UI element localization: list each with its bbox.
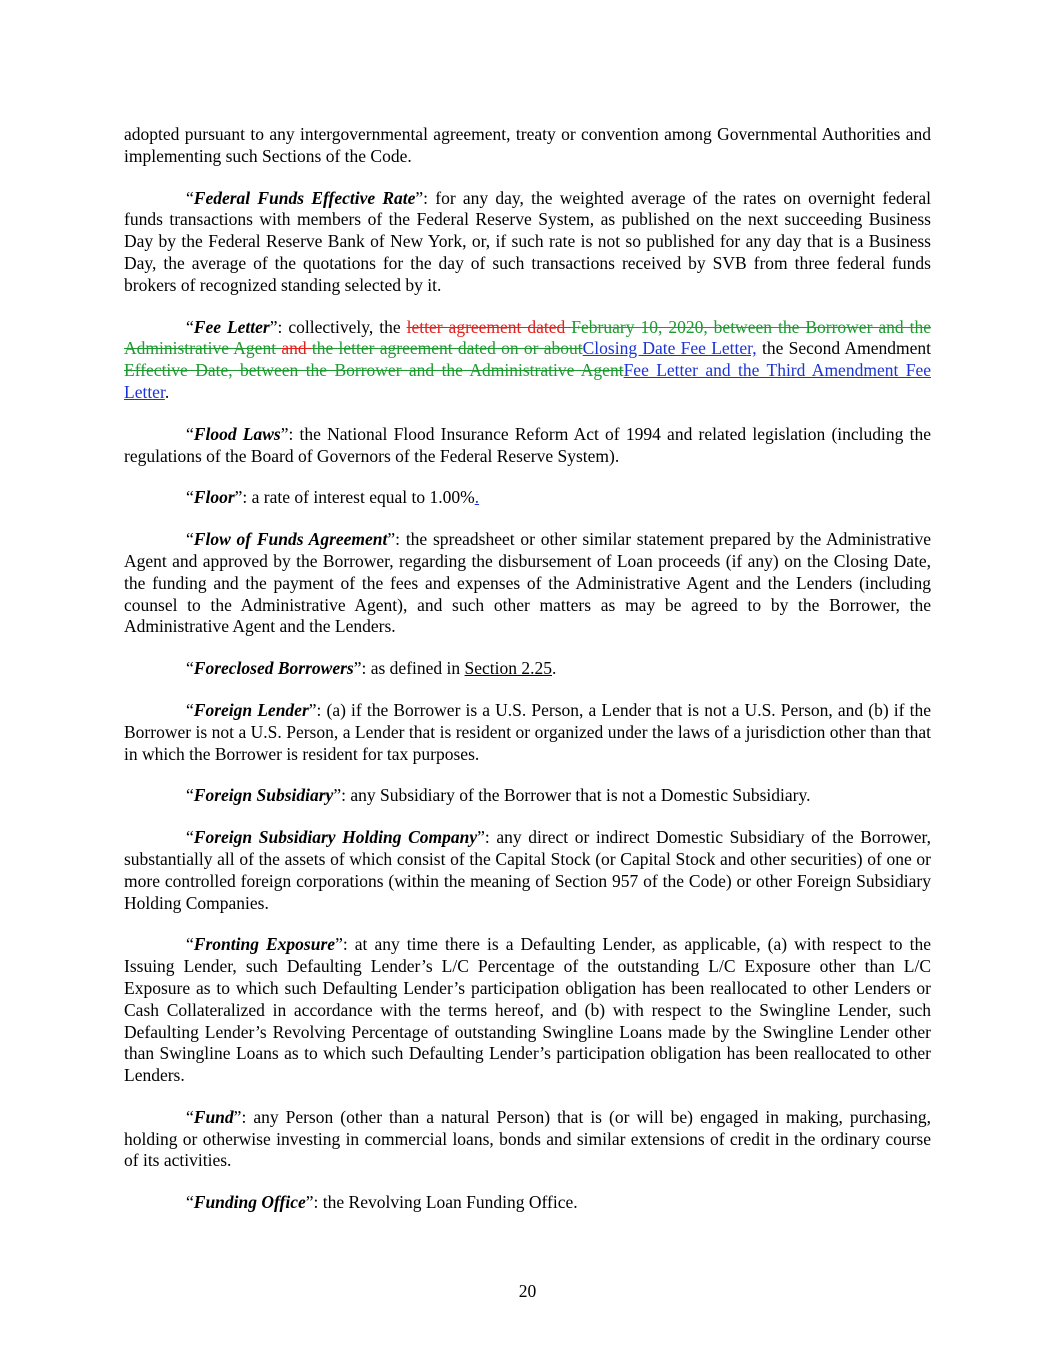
definition-fee-letter: “Fee Letter”: collectively, the letter agreement dated February 10, 2020, between the Borrower and the Administrative Agent and the letter agreement dated on or aboutClosing Date Fee Letter, the Second Amendment Effective Date, between the Borrower and the Administrative AgentFee Letter and the Third Amendment Fee Letter.	[124, 316, 932, 402]
defined-term: Fund	[193, 1106, 234, 1127]
definition-fronting-exposure: “Fronting Exposure”: at any time there is a Defaulting Lender, as applicable, (a) with respect to the Issuing Lender, such Defaulting Lender’s L/C Percentage of the outstanding L/C Exposure other than L/C Exposure as to which such Defaulting Lender’s participation obligation has been reallocated to other Lenders or Cash Collateralized in accordance with the terms hereof, and (b) with respect to the Swingline Lender, such Defaulting Lender’s Revolving Percentage of outstanding Swingline Loans made by the Swingline Lender other than Swingline Loans as to which such Defaulting Lender’s participation obligation has been reallocated to other Lenders.	[124, 934, 931, 1086]
defined-term: Foreign Subsidiary	[193, 785, 334, 806]
defined-term: Funding Office	[193, 1192, 306, 1213]
defined-term: Flow of Funds Agreement	[193, 529, 388, 550]
definition-foreign-lender: “Foreign Lender”: (a) if the Borrower is a U.S. Person, a Lender that is not a U.S. Person, and (b) if the Borrower is not a U.S. Person, a Lender that is resident or organized under the laws of a jurisdiction other than that in which the Borrower is resident for tax purposes.	[124, 699, 931, 764]
deleted-text: letter agreement dated	[406, 316, 572, 337]
definition-flood-laws: “Flood Laws”: the National Flood Insurance Reform Act of 1994 and related legislation (including the regulations of the Board of Governors of the Federal Reserve System).	[124, 423, 931, 466]
defined-term: Foreclosed Borrowers	[193, 658, 354, 679]
definition-foreign-subsidiary-holding-company: “Foreign Subsidiary Holding Company”: any direct or indirect Domestic Subsidiary of the Borrower, substantially all of the assets of which consist of the Capital Stock (or Capital Stock and other securities) of one or more controlled foreign corporations (within the meaning of Section 957 of the Code) or other Foreign Subsidiary Holding Companies.	[124, 827, 931, 913]
definition-body: the Revolving Loan Funding Office.	[322, 1192, 578, 1213]
defined-term: Federal Funds Effective Rate	[193, 187, 416, 208]
definition-floor: “Floor”: a rate of interest equal to 1.00%.	[186, 487, 480, 508]
definition-foreign-subsidiary: “Foreign Subsidiary”: any Subsidiary of the Borrower that is not a Domestic Subsidiary.	[186, 785, 811, 806]
definition-foreclosed-borrowers: “Foreclosed Borrowers”: as defined in Section 2.25.	[186, 658, 557, 679]
deleted-text: the letter agreement dated on or about	[311, 338, 583, 359]
definition-body: at any time there is a Defaulting Lender, as applicable, (a) with respect to the Issuing Lender, such Defaulting Lender’s L/C Percentage of the outstanding L/C Exposure other than L/C Exposure as to which such Defaulting Lender’s participation obligation has been reallocated to other Lenders or Cash Collateralized in accordance with the terms hereof, and (b) with respect to the Swingline Lender, such Defaulting Lender’s Revolving Percentage of outstanding Swingline Loans made by the Swingline Lender other than Swingline Loans as to which such Defaulting Lender’s participation obligation has been reallocated to other Lenders.	[124, 934, 931, 1086]
defined-term: Foreign Subsidiary Holding Company	[193, 827, 478, 848]
intro-paragraph	[124, 124, 931, 168]
inserted-text: r	[159, 381, 165, 402]
defined-term: Fee Letter	[193, 316, 270, 337]
defined-term: Flood Laws	[193, 423, 281, 444]
definition-body: the National Flood Insurance Reform Act of 1994 and related legislation (including the regulations of the Board of Governors of the Federal Reserve System).	[124, 423, 931, 466]
inserted-text: Closing Date Fee Letter,	[582, 338, 757, 359]
defined-term: Floor	[193, 487, 235, 508]
definition-body: a rate of interest equal to 1.00%	[251, 487, 475, 508]
deleted-text: and	[281, 338, 312, 359]
deleted-text: February 10, 2020, between the Borrower and the Administrative Agent	[124, 316, 932, 359]
definition-funding-office: “Funding Office”: the Revolving Loan Funding Office.	[186, 1192, 578, 1213]
inserted-text: Fee Letter and the Third Amendment Fee Lette	[124, 360, 931, 402]
document-page	[124, 124, 931, 1234]
defined-term: Foreign Lender	[193, 699, 309, 720]
definition-federal-funds-effective-rate: “Federal Funds Effective Rate”: for any day, the weighted average of the rates on overnight federal funds transactions with members of the Federal Reserve System, as published on the next succeeding Business Day by the Federal Reserve Bank of New York, or, if such rate is not so published for any day that is a Business Day, the average of the quotations for the day of such transactions received by SVB from three federal funds brokers of recognized standing selected by it.	[124, 187, 931, 295]
definition-body: (a) if the Borrower is a U.S. Person, a Lender that is not a U.S. Person, and (b) if the Borrower is not a U.S. Person, a Lender that is resident or organized under the laws of a jurisdiction other than that in which the Borrower is resident for tax purposes.	[124, 699, 931, 764]
definition-fund: “Fund”: any Person (other than a natural Person) that is (or will be) engaged in making, purchasing, holding or otherwise investing in commercial loans, bonds and similar extensions of credit in the ordinary course of its activities.	[124, 1106, 932, 1171]
definition-flow-of-funds-agreement: “Flow of Funds Agreement”: the spreadsheet or other similar statement prepared by the Administrative Agent and approved by the Borrower, regarding the disbursement of Loan proceeds (if any) on the Closing Date, the funding and the payment of the fees and expenses of the Administrative Agent and the Lenders (including counsel to the Administrative Agent), and such other matters as may be agreed to by the Borrower, the Administrative Agent and the Lenders.	[124, 529, 932, 637]
defined-term: Fronting Exposure	[193, 934, 336, 955]
deleted-text: Effective Date, between the Borrower and the Administrative Agent	[124, 360, 624, 381]
page-number: 20	[518, 1281, 537, 1301]
definition-body: any Person (other than a natural Person) that is (or will be) engaged in making, purchasing, holding or otherwise investing in commercial loans, bonds and similar extensions of credit in the ordinary course of its activities.	[124, 1106, 932, 1171]
definition-body: any Subsidiary of the Borrower that is not a Domestic Subsidiary.	[350, 785, 811, 806]
intro-text: adopted pursuant to any intergovernmental agreement, treaty or convention among Governmental Authorities and implementing such Sections of the Code.	[124, 124, 931, 166]
definition-body: for any day, the weighted average of the rates on overnight federal funds transactions with members of the Federal Reserve System, as published on the next succeeding Business Day by the Federal Reserve Bank of New York, or, if such rate is not so published for any day that is a Business Day, the average of the quotations for the day of such transactions received by SVB from three federal funds brokers of recognized standing selected by it.	[124, 187, 931, 295]
definition-body: any direct or indirect Domestic Subsidiary of the Borrower, substantially all of the assets of which consist of the Capital Stock (or Capital Stock and other securities) of one or more controlled foreign corporations (within the meaning of Section 957 of the Code) or other Foreign Subsidiary Holding Companies.	[124, 827, 931, 913]
inserted-text: .	[474, 487, 480, 508]
definition-body: the spreadsheet or other similar statement prepared by the Administrative Agent and approved by the Borrower, regarding the disbursement of Loan proceeds (if any) on the Closing Date, the funding and the payment of the fees and expenses of the Administrative Agent and the Lenders (including counsel to the Administrative Agent), and such other matters as may be agreed to by the Borrower, the Administrative Agent and the Lenders.	[124, 529, 932, 637]
section-reference: Section 2.25	[464, 658, 553, 679]
definition-body: as defined in	[370, 658, 465, 679]
